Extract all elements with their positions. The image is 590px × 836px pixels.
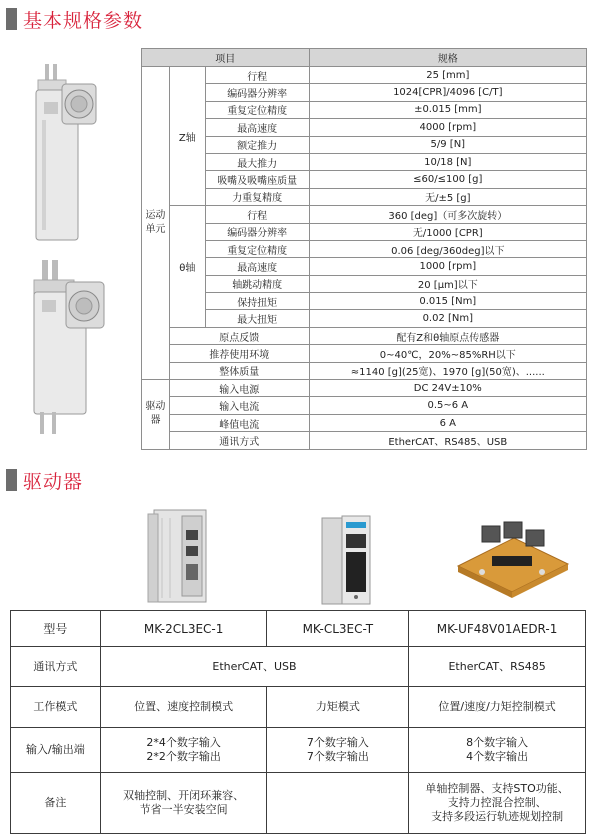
spec-row-value: 10/18 [N] [309, 153, 586, 170]
driver-io-3 [409, 728, 586, 773]
spec-row-label: 行程 [205, 206, 309, 223]
spec-row-label: 输入电流 [169, 397, 309, 414]
title-bar-marker [6, 8, 17, 30]
spec-row-value: 0.5~6 A [309, 397, 586, 414]
io-line: 7个数字输出 [306, 750, 369, 763]
spec-row-label: 编码器分辨率 [205, 84, 309, 101]
spec-row-label: 吸嘴及吸嘴座质量 [205, 171, 309, 188]
z-axis-label: Z轴 [169, 67, 205, 206]
driver-note-2 [267, 773, 409, 834]
spec-row-label: 保持扭矩 [205, 293, 309, 310]
spec-row-label: 力重复精度 [205, 188, 309, 205]
spec-row-value: 5/9 [N] [309, 136, 586, 153]
note-line: 节省一半安装空间 [139, 803, 228, 816]
spec-row-value: ≤60/≤100 [g] [309, 171, 586, 188]
spec-row-value: 360 [deg]（可多次旋转） [309, 206, 586, 223]
theta-axis-label: θ轴 [169, 206, 205, 328]
spec-row-label: 最高速度 [205, 258, 309, 275]
driver-row-label-io: 输入/输出端 [11, 728, 101, 773]
driver-model-2: MK-CL3EC-T [267, 611, 409, 647]
spec-row-value: 20 [μm]以下 [309, 275, 586, 292]
spec-row-label: 整体质量 [169, 362, 309, 379]
driver-row-label-note: 备注 [11, 773, 101, 834]
driver-row-label-comm: 通讯方式 [11, 647, 101, 687]
driver-image-3 [452, 516, 572, 600]
spec-header-item: 项目 [142, 49, 310, 67]
actuator-image-bottom [30, 258, 110, 438]
spec-row-label: 行程 [205, 67, 309, 84]
spec-row-label: 输入电源 [169, 380, 309, 397]
io-line: 4个数字输出 [466, 750, 529, 763]
driver-model-3: MK-UF48V01AEDR-1 [409, 611, 586, 647]
spec-row-label: 轴跳动精度 [205, 275, 309, 292]
driver-model-1: MK-2CL3EC-1 [100, 611, 267, 647]
driver-row-label-model: 型号 [11, 611, 101, 647]
spec-row-value: ≈1140 [g](25宽)、1970 [g](50宽)、...... [309, 362, 586, 379]
driver-table [10, 610, 586, 834]
driver-title-text: 驱动器 [23, 470, 84, 493]
spec-row-value: ±0.015 [mm] [309, 101, 586, 118]
spec-table [141, 48, 587, 450]
driver-io-2 [267, 728, 409, 773]
spec-row-label: 最大推力 [205, 153, 309, 170]
io-line: 2*2个数字输出 [146, 750, 221, 763]
spec-row-value: 25 [mm] [309, 67, 586, 84]
spec-row-value: 1000 [rpm] [309, 258, 586, 275]
note-line: 支持多段运行轨迹规划控制 [431, 810, 564, 823]
spec-row-value: 0.015 [Nm] [309, 293, 586, 310]
spec-row-label: 原点反馈 [169, 327, 309, 344]
spec-row-label: 通讯方式 [169, 432, 309, 449]
spec-row-value: 配有Z和θ轴原点传感器 [309, 327, 586, 344]
io-line: 8个数字输入 [466, 736, 529, 749]
io-line: 2*4个数字输入 [146, 736, 221, 749]
spec-row-label: 最大扭矩 [205, 310, 309, 327]
note-line: 双轴控制、开闭环兼容、 [123, 789, 245, 802]
driver-mode-2: 力矩模式 [267, 687, 409, 728]
driver-mode-3: 位置/速度/力矩控制模式 [409, 687, 586, 728]
driver-image-1 [140, 506, 226, 606]
spec-row-value: 4000 [rpm] [309, 119, 586, 136]
spec-row-value: 无/±5 [g] [309, 188, 586, 205]
driver-comm-shared: EtherCAT、USB [100, 647, 408, 687]
driver-comm-3: EtherCAT、RS485 [409, 647, 586, 687]
title-bar-marker [6, 469, 17, 491]
drive-group-label: 驱动器 [142, 380, 170, 450]
spec-row-value: DC 24V±10% [309, 380, 586, 397]
io-line: 7个数字输入 [306, 736, 369, 749]
spec-row-label: 重复定位精度 [205, 240, 309, 257]
specs-section-title [6, 6, 143, 32]
spec-row-label: 最高速度 [205, 119, 309, 136]
spec-row-label: 推荐使用环境 [169, 345, 309, 362]
specs-title-text: 基本规格参数 [23, 9, 144, 32]
spec-row-value: 6 A [309, 414, 586, 431]
spec-row-value: 0.06 [deg/360deg]以下 [309, 240, 586, 257]
motion-unit-label: 运动单元 [142, 67, 170, 380]
driver-section-title [6, 467, 83, 493]
spec-row-value: 无/1000 [CPR] [309, 223, 586, 240]
driver-io-1 [100, 728, 267, 773]
spec-row-label: 峰值电流 [169, 414, 309, 431]
spec-row-value: 1024[CPR]/4096 [C/T] [309, 84, 586, 101]
driver-mode-1: 位置、速度控制模式 [100, 687, 267, 728]
note-line: 单轴控制器、支持STO功能、 [425, 782, 569, 795]
spec-row-label: 编码器分辨率 [205, 223, 309, 240]
spec-row-value: 0.02 [Nm] [309, 310, 586, 327]
driver-note-3 [409, 773, 586, 834]
driver-row-label-mode: 工作模式 [11, 687, 101, 728]
driver-note-1 [100, 773, 267, 834]
spec-row-label: 重复定位精度 [205, 101, 309, 118]
spec-row-value: EtherCAT、RS485、USB [309, 432, 586, 449]
actuator-image-top [22, 62, 102, 242]
spec-header-spec: 规格 [309, 49, 586, 67]
driver-image-2 [316, 512, 376, 608]
note-line: 支持力控混合控制、 [447, 796, 547, 809]
spec-row-value: 0~40℃，20%~85%RH以下 [309, 345, 586, 362]
spec-row-label: 额定推力 [205, 136, 309, 153]
